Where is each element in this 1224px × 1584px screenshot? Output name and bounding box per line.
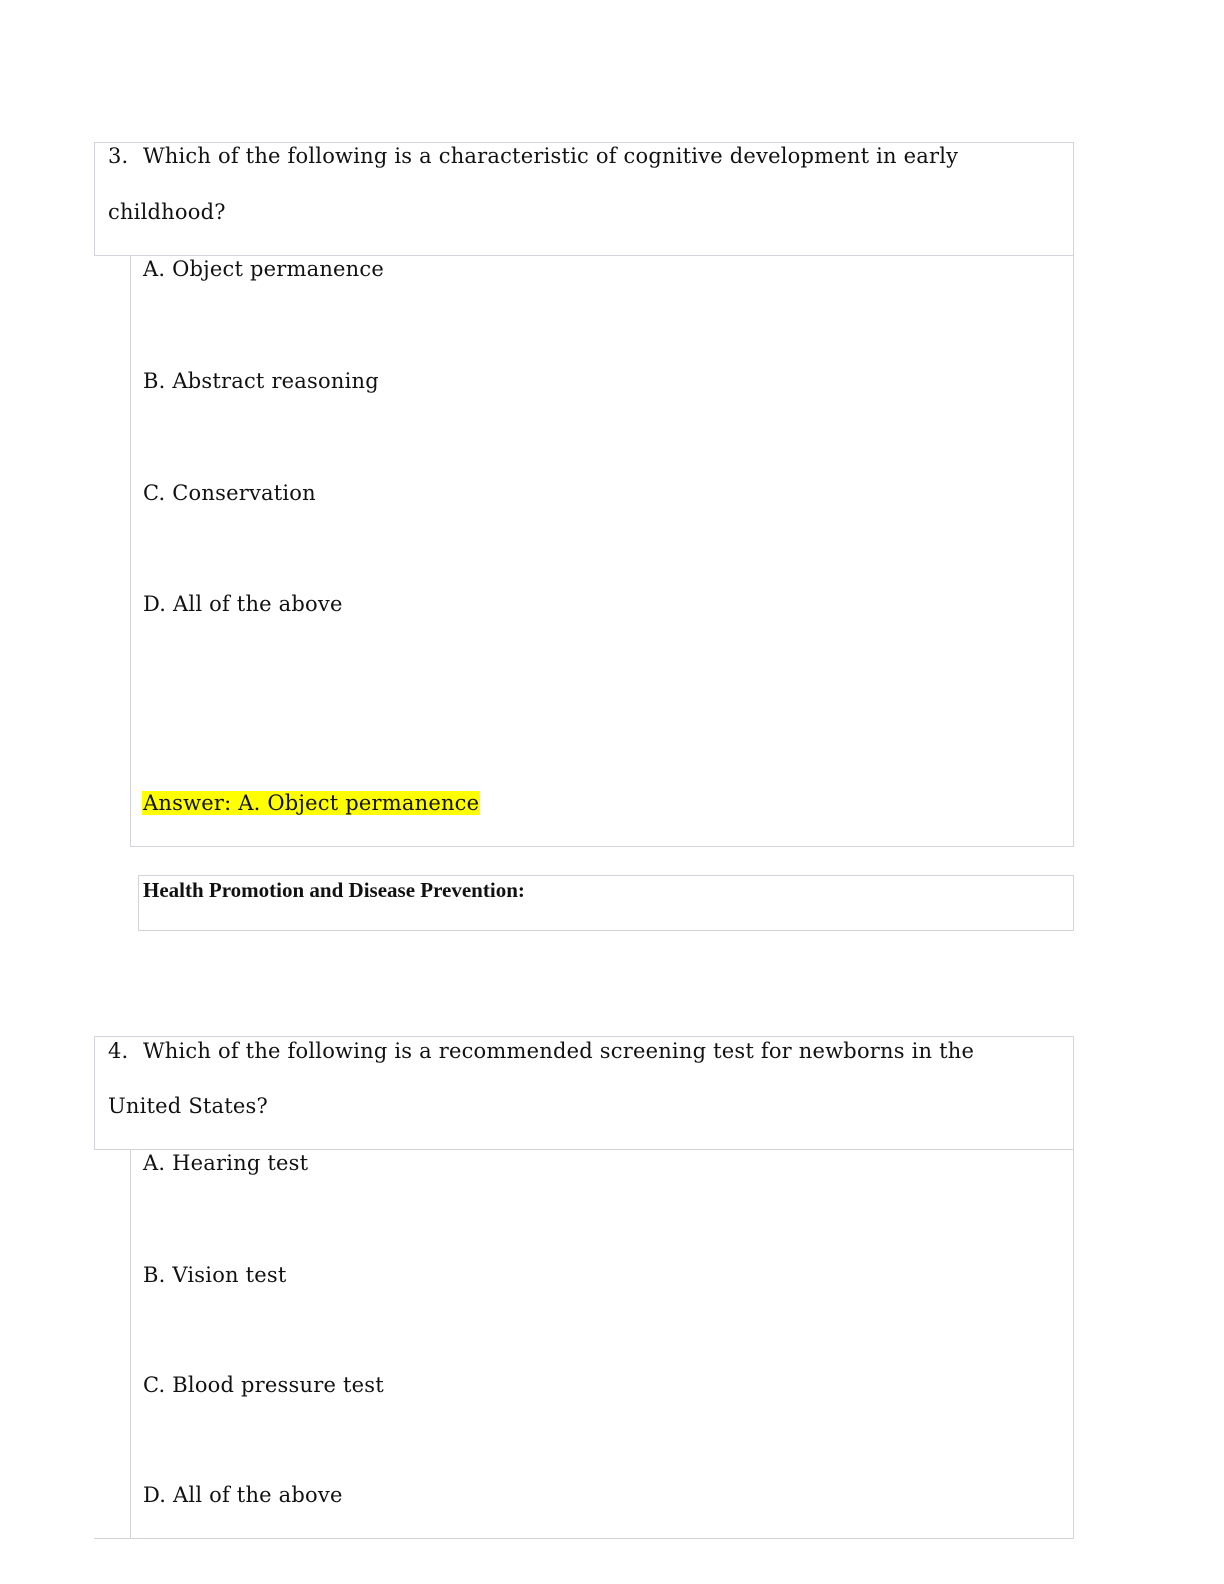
question-3-option-b: B. Abstract reasoning (143, 369, 379, 393)
question-3-options-box (130, 255, 1074, 847)
question-4-number: 4. (108, 1039, 129, 1063)
question-3-text-line1: Which of the following is a characteristic of cognitive development in early (143, 144, 959, 168)
question-3-answer: Answer: A. Object permanence (143, 791, 480, 815)
question-4-options-left-border (130, 1149, 131, 1539)
question-4-option-a: A. Hearing test (143, 1151, 309, 1175)
question-4-option-d: D. All of the above (143, 1483, 343, 1507)
question-3-option-a: A. Object permanence (143, 257, 384, 281)
question-4-options-right-border (1073, 1149, 1074, 1539)
question-3-option-c: C. Conservation (143, 481, 316, 505)
question-3-divider (94, 255, 130, 256)
section-heading: Health Promotion and Disease Prevention: (143, 878, 525, 902)
question-4-text-line2: United States? (108, 1094, 268, 1118)
question-4-text-line1: Which of the following is a recommended screening test for newborns in the (143, 1039, 975, 1063)
question-3-text-line2: childhood? (108, 200, 226, 224)
question-4-options-bottom-border (94, 1538, 1074, 1539)
question-3-number: 3. (108, 144, 129, 168)
question-4-option-b: B. Vision test (143, 1263, 287, 1287)
question-3-option-d: D. All of the above (143, 592, 343, 616)
question-4-option-c: C. Blood pressure test (143, 1373, 384, 1397)
